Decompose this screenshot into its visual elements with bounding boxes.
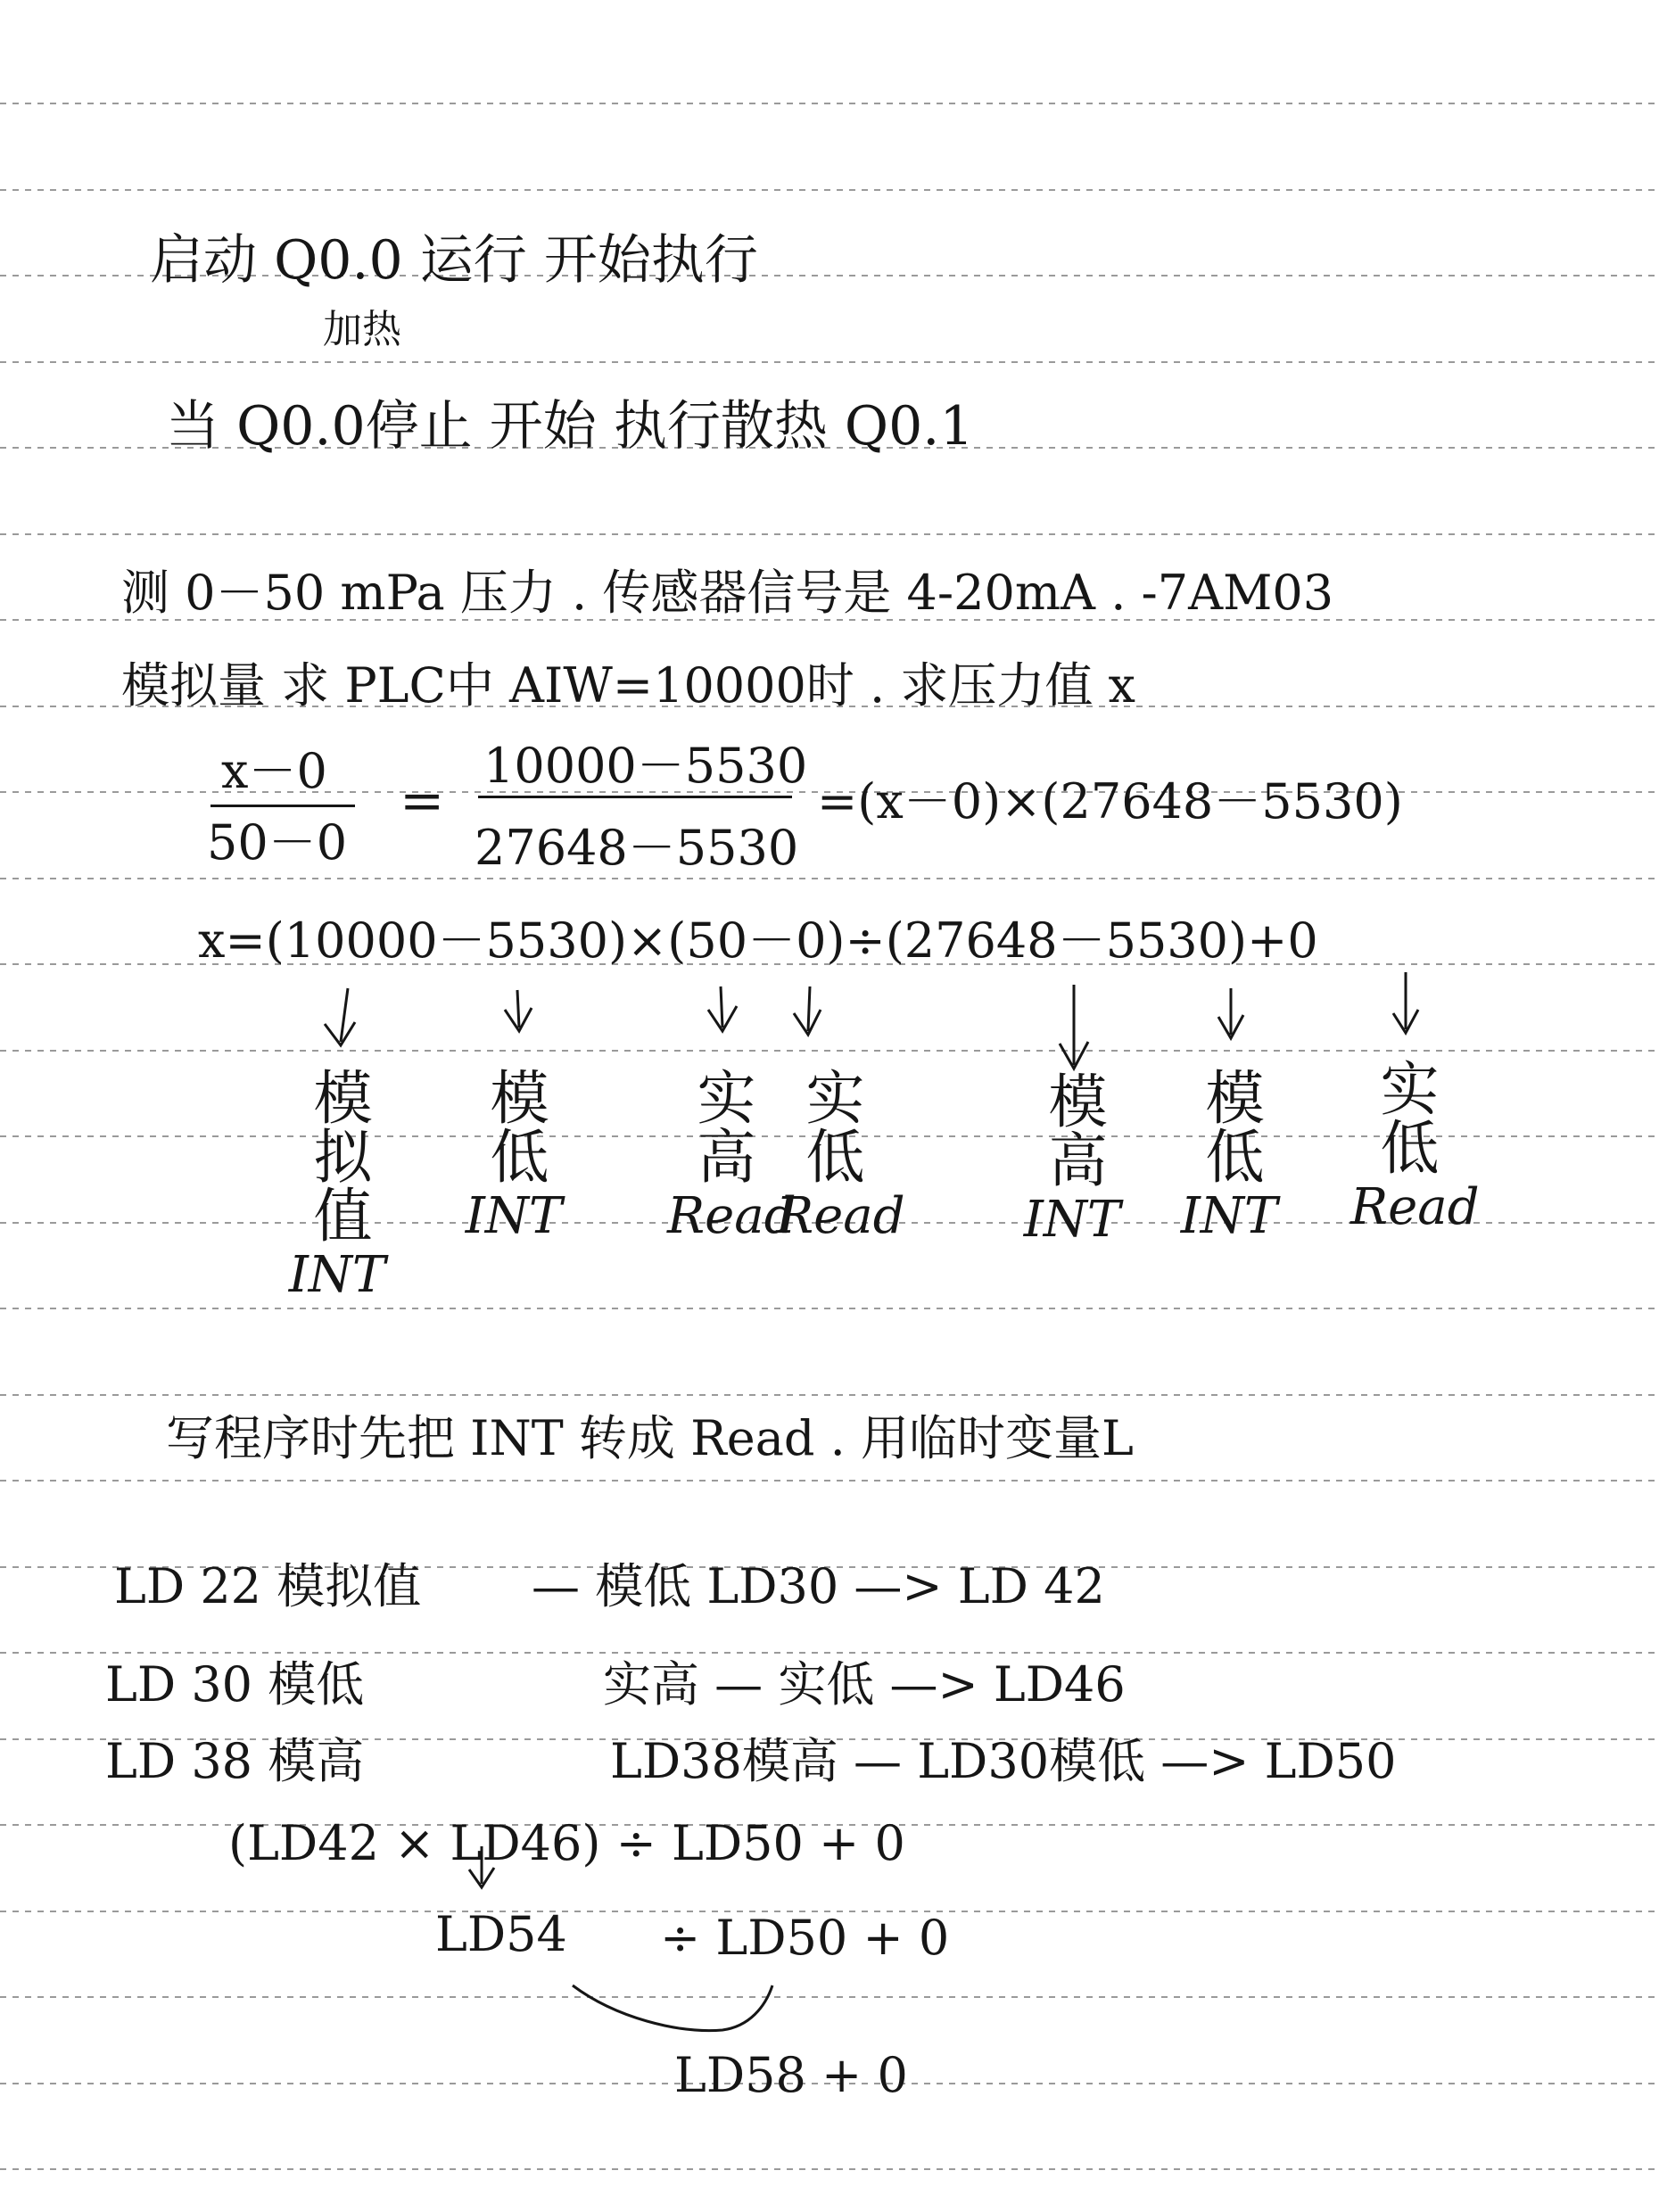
line-heating-note: 加热 — [323, 307, 401, 352]
term-label-column — [1019, 1070, 1126, 1249]
arrow-down-icon — [794, 986, 821, 1035]
calc-line-1: (LD42 × LD46) ÷ LD50 + 0 — [228, 1815, 905, 1871]
term-label-chars: 模高 — [1038, 1070, 1107, 1188]
arrow-down-icon — [325, 988, 355, 1045]
register-line-left: LD 30 模低 — [105, 1656, 365, 1713]
term-label-type: INT — [288, 1246, 386, 1304]
formula-cross-multiplied: =(x－0)×(27648－5530) — [817, 773, 1403, 830]
term-label-chars: 模低 — [1195, 1067, 1264, 1184]
arrow-down-icon — [1060, 985, 1088, 1069]
term-label-column — [284, 1067, 391, 1304]
fraction-left-numerator: x－0 — [221, 743, 327, 799]
term-label-type: INT — [1023, 1191, 1121, 1249]
line-start-heating: 启动 Q0.0 运行 开始执行 — [150, 229, 758, 292]
program-note: 写程序时先把 INT 转成 Read . 用临时变量L — [166, 1410, 1134, 1466]
register-line-right: 实高 — 实低 —> LD46 — [603, 1656, 1126, 1713]
term-label-chars: 模低 — [480, 1067, 549, 1184]
register-line-left: LD 38 模高 — [105, 1733, 365, 1789]
register-line-right: — 模低 LD30 —> LD 42 — [532, 1558, 1105, 1614]
calc-line-2-rest: ÷ LD50 + 0 — [660, 1910, 950, 1966]
term-label-column — [667, 1067, 796, 1245]
term-label-type: Read — [667, 1187, 796, 1245]
arrow-down-icon — [1218, 988, 1243, 1038]
term-label-type: INT — [1180, 1187, 1278, 1245]
arrow-down-icon — [1393, 972, 1418, 1033]
term-label-chars: 实高 — [687, 1067, 755, 1184]
term-label-type: Read — [1350, 1178, 1480, 1236]
arrow-down-icon — [708, 986, 737, 1031]
equals-sign: = — [400, 770, 445, 832]
formula-solved: x=(10000－5530)×(50－0)÷(27648－5530)+0 — [198, 912, 1318, 969]
term-label-column — [460, 1067, 567, 1245]
merge-bracket — [573, 1985, 772, 2031]
term-label-chars: 实低 — [796, 1067, 864, 1184]
register-line-left: LD 22 模拟值 — [114, 1558, 422, 1614]
calc-line-3: LD58 + 0 — [674, 2047, 908, 2103]
arrow-down-icon — [505, 990, 532, 1031]
fraction-left-denominator: 50－0 — [207, 814, 348, 871]
term-label-chars: 实低 — [1370, 1058, 1439, 1176]
line-problem-statement: 测 0－50 mPa 压力 . 传感器信号是 4-20mA . -7AM03 — [121, 565, 1334, 621]
fraction-mid-numerator: 10000－5530 — [483, 738, 808, 794]
register-line-right: LD38模高 — LD30模低 —> LD50 — [610, 1733, 1397, 1789]
term-label-column — [1176, 1067, 1283, 1245]
calc-line-2-result: LD54 — [435, 1906, 567, 1962]
term-label-column — [1350, 1058, 1480, 1236]
line-problem-question: 模拟量 求 PLC中 AIW=10000时 . 求压力值 x — [121, 657, 1135, 714]
term-label-type: Read — [776, 1187, 905, 1245]
fraction-mid-denominator: 27648－5530 — [475, 820, 799, 876]
term-label-type: INT — [465, 1187, 563, 1245]
term-label-chars: 模拟值 — [303, 1067, 372, 1243]
line-cooling: 当 Q0.0停止 开始 执行散热 Q0.1 — [166, 395, 974, 458]
term-label-column — [776, 1067, 905, 1245]
